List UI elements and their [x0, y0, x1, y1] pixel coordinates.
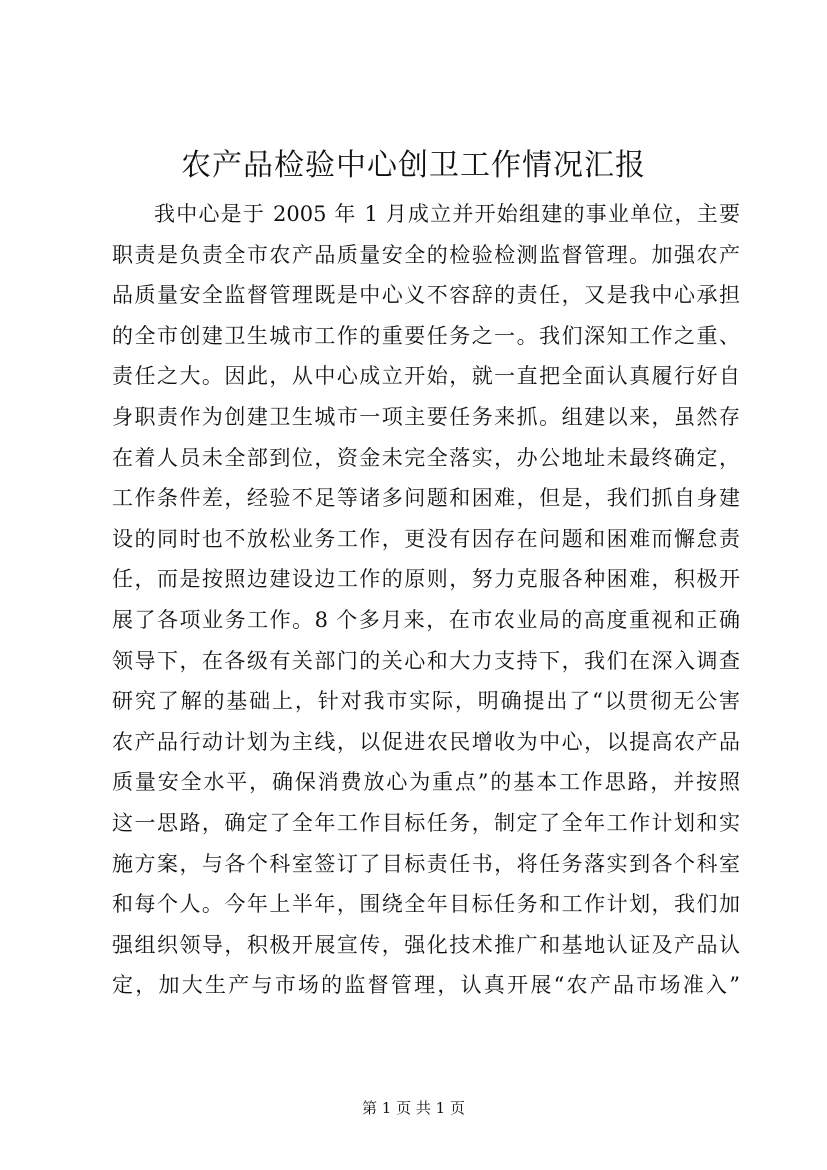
- paragraph-line: 我中心是于 2005 年 1 月成立并开始组建的事业单位，主要: [154, 202, 740, 226]
- paragraph-line: 工作条件差，经验不足等诸多问题和困难，但是，我们抓自身建: [112, 486, 740, 511]
- paragraph-line: 这一思路，确定了全年工作目标任务，制定了全年工作计划和实: [112, 810, 740, 835]
- body-paragraph: [112, 194, 740, 1006]
- paragraph-line: 的全市创建卫生城市工作的重要任务之一。我们深知工作之重、: [112, 323, 740, 348]
- paragraph-line: 研究了解的基础上，针对我市实际，明确提出了“以贯彻无公害: [112, 689, 740, 714]
- paragraph-line: 在着人员未全部到位，资金未完全落实，办公地址未最终确定，: [112, 445, 740, 470]
- paragraph-line: 设的同时也不放松业务工作，更没有因存在问题和困难而懈怠责: [112, 526, 740, 551]
- paragraph-line: 领导下，在各级有关部门的关心和大力支持下，我们在深入调查: [112, 648, 740, 673]
- paragraph-line: 任，而是按照边建设边工作的原则，努力克服各种困难，积极开: [112, 567, 740, 592]
- document-title: 农产品检验中心创卫工作情况汇报: [181, 148, 646, 183]
- paragraph-line: 农产品行动计划为主线，以促进农民增收为中心，以提高农产品: [112, 729, 740, 754]
- paragraph-line: 定，加大生产与市场的监督管理，认真开展“农产品市场准入”: [112, 973, 740, 998]
- paragraph-line: 身职责作为创建卫生城市一项主要任务来抓。组建以来，虽然存: [112, 404, 740, 429]
- paragraph-line: 品质量安全监督管理既是中心义不容辞的责任，又是我中心承担: [112, 283, 740, 308]
- paragraph-line: 强组织领导，积极开展宣传，强化技术推广和基地认证及产品认: [112, 932, 740, 957]
- paragraph-line: 展了各项业务工作。8 个多月来，在市农业局的高度重视和正确: [112, 607, 740, 632]
- paragraph-line: 质量安全水平，确保消费放心为重点”的基本工作思路，并按照: [112, 770, 740, 795]
- page-number-footer: 第 1 页 共 1 页: [362, 1099, 465, 1117]
- paragraph-line: 施方案，与各个科室签订了目标责任书，将任务落实到各个科室: [112, 851, 740, 876]
- paragraph-line: 责任之大。因此，从中心成立开始，就一直把全面认真履行好自: [112, 364, 740, 389]
- paragraph-line: 职责是负责全市农产品质量安全的检验检测监督管理。加强农产: [112, 242, 740, 267]
- paragraph-line: 和每个人。今年上半年，围绕全年目标任务和工作计划，我们加: [112, 892, 740, 917]
